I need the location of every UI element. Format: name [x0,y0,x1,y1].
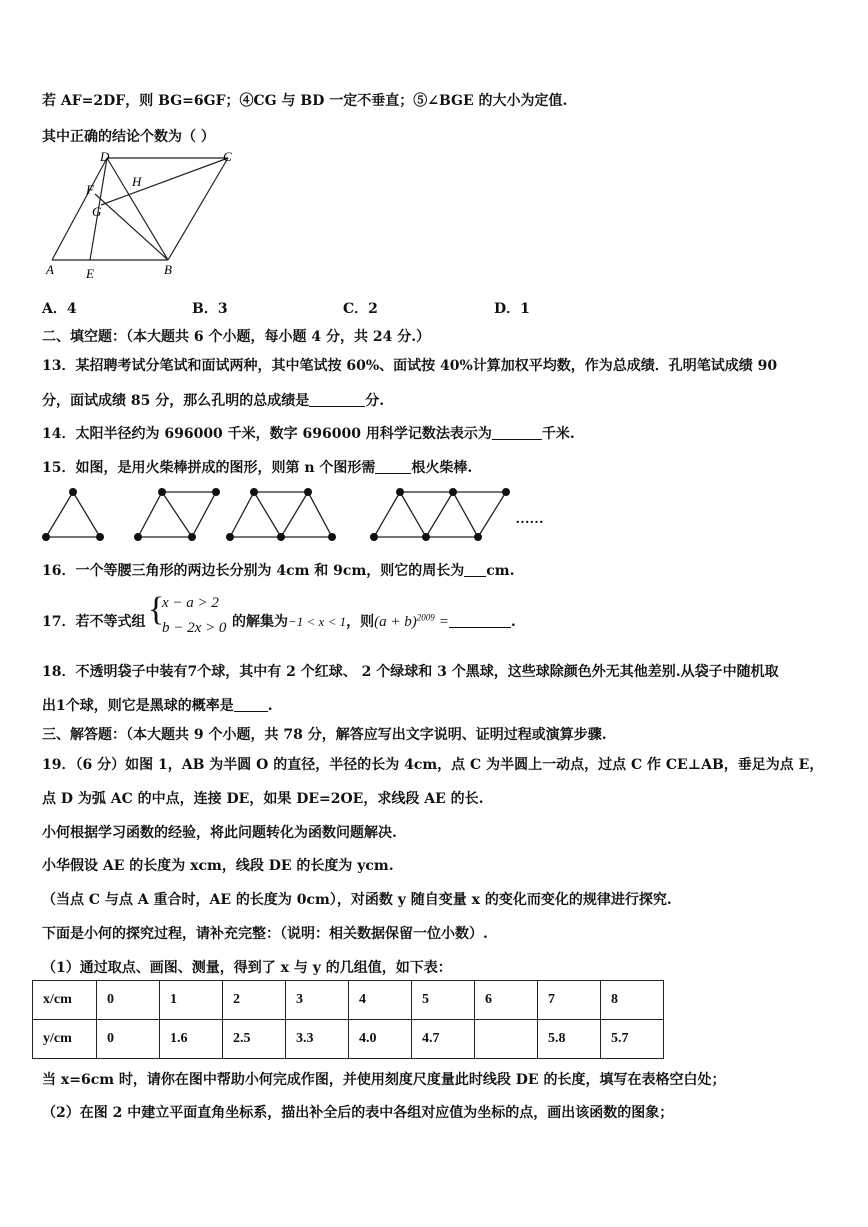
q17-exponent: 2009 [416,612,435,623]
figure-4-shape [374,492,506,537]
q16-text-a: 16．一个等腰三角形的两边长分别为 4cm 和 9cm，则它的周长为 [42,563,465,579]
section3-heading: 三、解答题：（本大题共 9 个小题，共 78 分，解答应写出文字说明、证明过程或演算步骤. [42,727,607,743]
table-cell: y/cm [33,1020,97,1059]
q18-text-a: 出1个球，则它是黑球的概率是 [42,698,234,714]
q13-answer-blank[interactable] [309,392,365,407]
dot [277,533,285,541]
table-cell: 4 [349,981,412,1020]
table-cell: 1.6 [160,1020,223,1059]
dot [226,533,234,541]
q14-line [42,423,575,443]
option-a[interactable]: A．4 [42,301,77,317]
q19-line6: 下面是小何的探究过程，请补充完整：（说明：相关数据保留一位小数）. [42,926,488,942]
dot [96,533,104,541]
q17-text-a: 17．若不等式组 [42,614,146,630]
dot [370,533,378,541]
figure-3-shape [230,492,332,537]
q14-text-a: 14．太阳半径约为 696000 千米，数字 696000 用科学记数法表示为 [42,426,492,442]
q19-line8: 当 x=6cm 时，请你在图中帮助小何完成作图，并使用刻度尺度量此时线段 DE 的长度，填写在表格空白处； [42,1072,726,1088]
table-cell: 2.5 [223,1020,286,1059]
label-e: E [86,266,94,281]
q17-brace: { [148,591,165,628]
label-f: F [86,182,94,197]
section2-heading: 二、填空题：（本大题共 6 个小题，每小题 4 分，共 24 分.） [42,329,431,345]
q14-answer-blank[interactable] [492,425,542,440]
dot [69,488,77,496]
q16-text-b: cm. [486,563,515,579]
xy-data-table [32,980,664,1059]
line-cg [101,158,228,205]
q12-condition-line: 若 AF=2DF，则 BG=6GF；④CG 与 BD 一定不垂直；⑤∠BGE 的大小为定值. [42,93,568,109]
q17-line-rest [232,611,516,631]
dot [158,488,166,496]
dot [212,488,220,496]
dot [42,533,50,541]
table-cell: 5 [412,981,475,1020]
table-row [33,1020,664,1059]
q13-line2 [42,390,384,410]
q19-line9: （2）在图 2 中建立平面直角坐标系，描出补全后的表中各组对应值为坐标的点，画出该函数的图象； [42,1105,674,1121]
label-d: D [100,149,110,164]
q19-line1: 19．（6 分）如图 1，AB 为半圆 O 的直径，半径的长为 4cm，点 C 为半圆上一动点，过点 C 作 CE⊥AB，垂足为点 E， [42,757,824,773]
dot [188,533,196,541]
figure-ellipsis: …… [516,512,544,527]
label-c: C [223,149,232,164]
q15-line [42,457,472,477]
dot [134,533,142,541]
dot [328,533,336,541]
q19-line3: 小何根据学习函数的经验，将此问题转化为函数问题解决. [42,825,397,841]
q18-answer-blank[interactable] [234,697,268,712]
dot [474,533,482,541]
q16-answer-blank[interactable] [464,562,486,577]
dot [502,488,510,496]
table-cell: 3.3 [286,1020,349,1059]
table-cell: 6 [475,981,538,1020]
figure-2-shape [138,492,216,537]
table-cell: 5.7 [601,1020,664,1059]
dot [449,488,457,496]
table-cell [475,1020,538,1059]
matchstick-figures [38,485,558,545]
q17-text-b: 的解集为 [232,614,288,630]
q19-line7: （1）通过取点、画图、测量，得到了 x 与 y 的几组值，如下表： [42,960,452,976]
table-cell: 7 [538,981,601,1020]
q17-end: . [510,614,516,630]
table-cell: 1 [160,981,223,1020]
table-cell: 4.0 [349,1020,412,1059]
q17-answer-blank[interactable] [449,613,511,628]
table-cell: x/cm [33,981,97,1020]
q13-text-a: 分，面试成绩 85 分，那么孔明的总成绩是 [42,393,310,409]
q15-text-b: 根火柴棒. [411,460,473,476]
q19-line4: 小华假设 AE 的长度为 xcm，线段 DE 的长度为 ycm. [42,858,394,874]
table-cell: 0 [97,981,160,1020]
label-h: H [132,174,142,189]
line-fb [95,194,168,260]
table-cell: 0 [97,1020,160,1059]
q15-answer-blank[interactable] [375,459,411,474]
figure-1-triangle [46,492,100,537]
q17-solution: −1 < x < 1 [288,614,347,629]
dot [396,488,404,496]
parallelogram-figure [40,148,250,283]
q17-ineq2: b − 2x > 0 [162,620,227,636]
dot [422,533,430,541]
q14-text-b: 千米. [541,426,575,442]
q18-text-b: . [267,698,273,714]
label-g: G [92,204,102,219]
q18-line2 [42,695,273,715]
table-answer-cell[interactable]: 4.7 [412,1020,475,1059]
table-row [33,981,664,1020]
option-c[interactable]: C．2 [343,301,378,317]
table-cell: 5.8 [538,1020,601,1059]
q12-prompt: 其中正确的结论个数为（ ） [42,129,215,145]
label-b: B [164,262,172,277]
q18-line1: 18．不透明袋子中装有7个球，其中有 2 个红球、 2 个绿球和 3 个黑球，这些球除颜色外无其他差别.从袋子中随机取 [42,664,779,680]
q17-text-c: ，则 [346,614,375,630]
q16-line [42,560,514,580]
table-cell: 2 [223,981,286,1020]
dot [304,488,312,496]
q15-text-a: 15．如图，是用火柴棒拼成的图形，则第 n 个图形需 [42,460,376,476]
q17-ineq1: x − a > 2 [162,595,219,611]
q19-line2: 点 D 为弧 AC 的中点，连接 DE，如果 DE=2OE，求线段 AE 的长. [42,791,484,807]
option-d[interactable]: D．1 [494,301,530,317]
table-cell: 8 [601,981,664,1020]
q13-text-b: 分. [365,393,385,409]
edge-cb [168,158,228,260]
q13-line1: 13．某招聘考试分笔试和面试两种，其中笔试按 60%、面试按 40%计算加权平均数，作为总成绩．孔明笔试成绩 90 [42,358,778,374]
option-b[interactable]: B．3 [192,301,228,317]
q19-line5: （当点 C 与点 A 重合时，AE 的长度为 0cm），对函数 y 随自变量 x 的变化而变化的规律进行探究. [42,892,672,908]
q17-equals: = [438,614,449,630]
table-cell: 3 [286,981,349,1020]
label-a: A [46,262,54,277]
dot [250,488,258,496]
q17-expr: (a + b) [374,614,417,630]
